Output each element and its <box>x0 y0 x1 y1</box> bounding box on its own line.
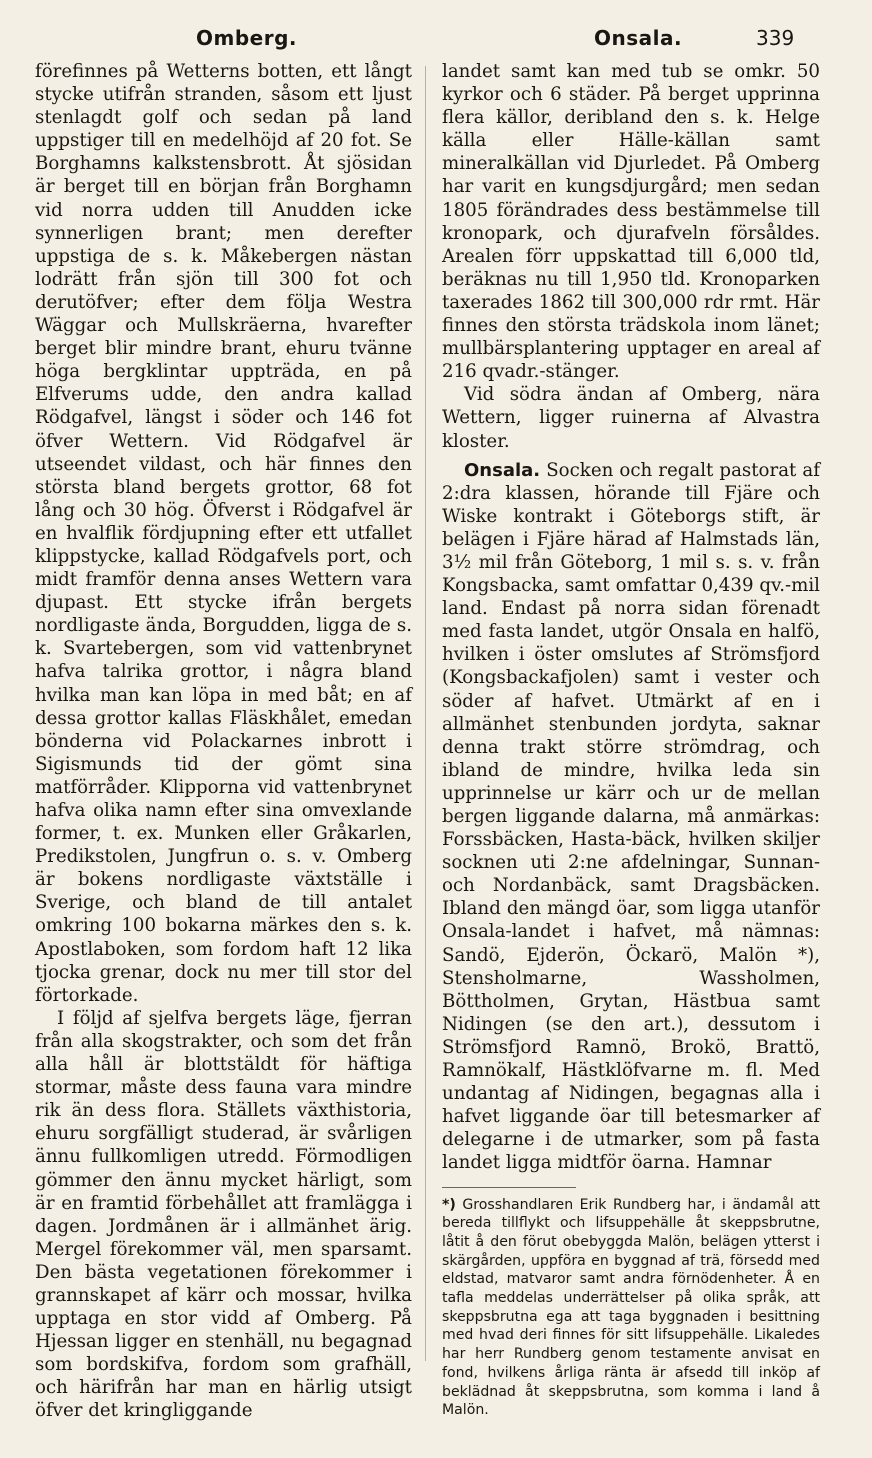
running-head-left: Omberg. <box>196 26 297 50</box>
column-divider <box>425 66 426 1361</box>
entry-onsala <box>442 459 820 1175</box>
right-paragraph-1: landet samt kan med tub se omkr. 50 kyrkor och 6 städer. På berget upprinna flera källor, deribland den s. k. Helge källa eller Hälle-källan samt mineralkällan vid Djurledet. På Omberg har varit en kungsdjurgård; men sedan 1805 förändrades dess bestämmelse till kronopark, och djurafveln försåldes. Arealen förr uppskattad till 6,000 tld, beräknas nu till 1,950 tld. Kronoparken taxerades 1862 till 300,000 rdr rmt. Här finnes den största trädskola inom länet; mullbärsplantering upptager en areal af 216 qvadr.-stänger. <box>442 61 820 383</box>
footnote-rule <box>442 1187 576 1188</box>
entry-headword: Onsala. <box>464 459 541 481</box>
page-number: 339 <box>756 26 795 50</box>
right-column <box>442 60 820 1420</box>
entry-onsala-text: Socken och regalt pastorat af 2:dra klassen, hörande till Fjäre och Wiske kontrakt i Göteborgs stift, är belägen i Fjäre härad af Halmstads län, 3½ mil från Göteborg, 1 mil s. s. v. från Kongsbacka, samt omfattar 0,439 qv.-mil land. Endast på norra sidan förenadt med fasta landet, utgör Onsala en halfö, hvilken i öster omslutes af Strömsfjord (Kongsbackafjolen) samt i vester och söder af hafvet. Utmärkt af en i allmänhet stenbunden jordyta, saknar denna trakt större strömdrag, och ibland de mindre, hvilka leda sin upprinnelse ur kärr och ur de mellan bergen liggande dalarna, må anmärkas: Forssbäcken, Hasta-bäck, hvilken skiljer socknen uti 2:ne afdelningar, Sunnan- och Nordanbäck, samt Dragsbäcken. Ibland den mängd öar, som ligga utanför Onsala-landet i hafvet, må nämnas: Sandö, Ejderön, Öckarö, Malön *), Stensholmarne, Wassholmen, Böttholmen, Grytan, Hästbua samt Nidingen (se den art.), dessutom i Strömsfjord Ramnö, Brokö, Brattö, Ramnökalf, Hästklöfvarne m. fl. Med undantag af Nidingen, begagnas alla i hafvet liggande öar till betesmarker af delegarne i de utmarker, som på fasta landet ligga midtför öarna. Hamnar <box>442 459 820 1174</box>
footnote-marker: *) <box>442 1196 456 1213</box>
footnote-text: Grosshandlaren Erik Rundberg har, i ändamål att bereda tillflykt och lifsuppehälle åt skeppsbrutne, låtit å den förut obebyggda Malön, belägen ytterst i skärgården, uppföra en byggnad af trä, försedd med eldstad, matvaror samt andra förnödenheter. Å en tafla meddelas underrättelser på olika språk, att skeppsbrutna ega att taga byggnaden i besittning med hvad deri finnes för sitt lifsuppehälle. Likaledes har herr Rundberg genom testamente anvisat en fond, hvilkens årliga ränta är afsedd till inköp af beklädnad åt skeppsbrutna, som komma i land å Malön. <box>442 1196 820 1419</box>
left-paragraph-2: I följd af sjelfva bergets läge, fjerran från alla skogstrakter, och som det från alla håll är blottstäldt för häftiga stormar, måste dess fauna vara mindre rik än dess flora. Ställets växthistoria, ehuru sorgfälligt studerad, är svårligen ännu fullkomligen utredd. Förmodligen gömmer den ännu mycket härligt, som är en framtid förbehållet att framlägga i dagen. Jordmånen är i allmänhet ärig. Mergel förekommer väl, men sparsamt. Den bästa vegetationen förekommer i grannskapet af kärr och mossar, hvilka upptaga en stor vidd af Omberg. På Hjessan ligger en stenhäll, nu begagnad som bordskifva, fordom som grafhäll, och härifrån har man en härlig utsigt öfver det kringliggande <box>35 1007 412 1422</box>
running-head-right: Onsala. <box>594 26 683 50</box>
left-paragraph-1: förefinnes på Wetterns botten, ett långt stycke utifrån stranden, såsom ett ljust stenlagdt golf och sedan på land uppstiger till en medelhöjd af 20 fot. Se Borghamns kalkstensbrott. Åt sjösidan är berget till en början från Borghamn vid norra udden till Anudden icke synnerligen brant; men derefter uppstiga de s. k. Måkebergen nästan lodrätt från sjön till 300 fot och derutöfver; efter dem följa Westra Wäggar och Mullskräerna, hvarefter berget blir mindre brant, ehuru tvänne höga bergklintar uppträda, en på Elfverums udde, den andra kallad Rödgafvel, längst i söder och 146 fot öfver Wettern. Vid Rödgafvel är utseendet vildast, och här finnes den största bland bergets grottor, 68 fot lång och 30 hög. Öfverst i Rödgafvel är en hvalflik fördjupning efter ett utfallet klippstycke, kallad Rödgafvels port, och midt framför denna anses Wettern vara djupast. Ett stycke ifrån bergets nordligaste ända, Borgudden, ligga de s. k. Svartebergen, som vid vattenbrynet hafva talrika grottor, i några bland hvilka man kan löpa in med båt; en af dessa grottor kallas Fläskhålet, emedan bönderna vid Polackarnes inbrott i Sigismunds tid der gömt sina matförråder. Klipporna vid vattenbrynet hafva olika namn efter sina omvexlande former, t. ex. Munken eller Gråkarlen, Predikstolen, Jungfrun o. s. v. Omberg är bokens nordligaste växtställe i Sverige, och bland de till antalet omkring 100 bokarna märkes den s. k. Apostlaboken, som fordom haft 12 lika tjocka grenar, dock nu mer till stor del förtorkade. <box>35 61 412 1006</box>
page-header <box>0 22 872 56</box>
right-paragraph-2: Vid södra ändan af Omberg, nära Wettern, ligger ruinerna af Alvastra kloster. <box>442 384 820 452</box>
footnote <box>442 1196 820 1420</box>
left-column <box>35 60 412 1423</box>
